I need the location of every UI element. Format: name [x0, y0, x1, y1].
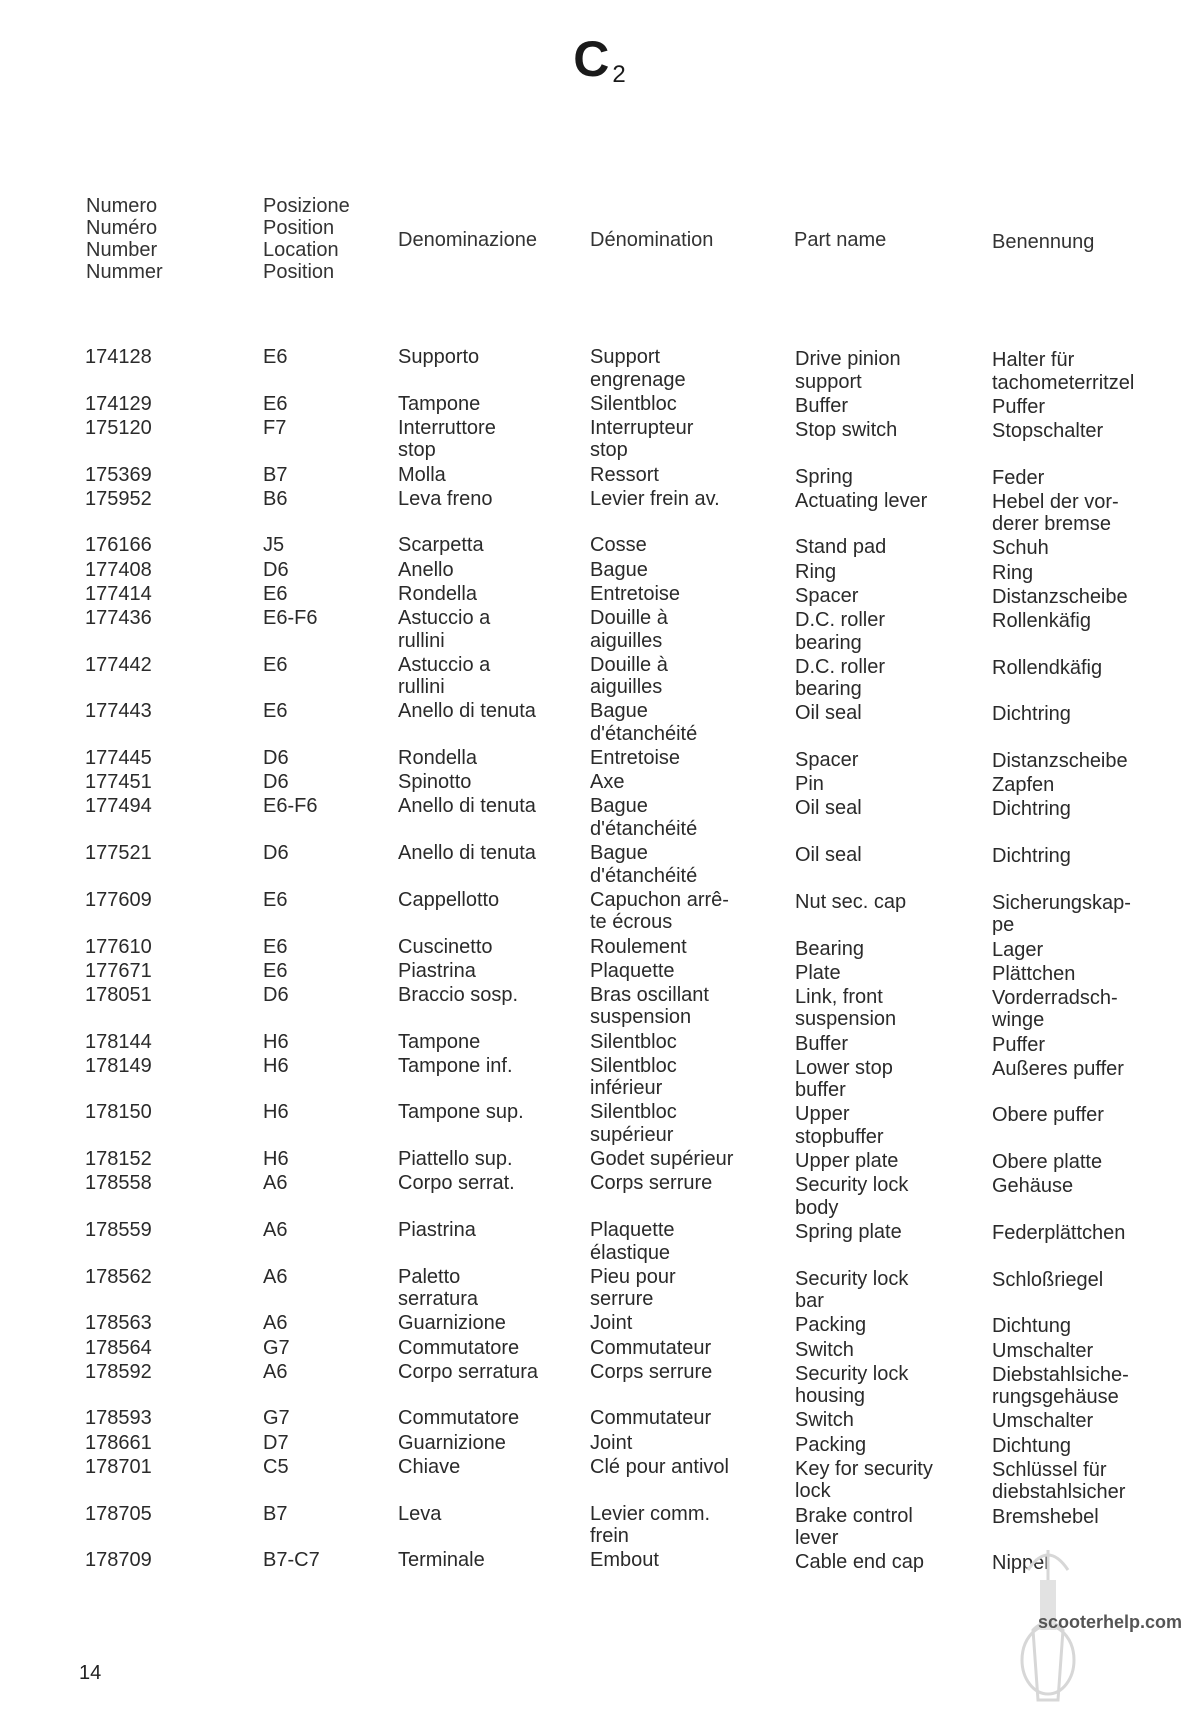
- position-code: D7: [263, 1431, 289, 1454]
- name-french: Commutateur: [590, 1407, 712, 1430]
- name-german: Obere puffer: [992, 1104, 1104, 1127]
- part-number: 177443: [85, 700, 152, 723]
- part-number: 177408: [85, 558, 152, 581]
- table-row: [0, 393, 1200, 417]
- name-english: Security lock bar: [795, 1267, 909, 1313]
- table-row: [0, 534, 1200, 558]
- name-english: D.C. roller bearing: [795, 655, 886, 701]
- name-italian: Rondella: [398, 747, 477, 770]
- header-position: [263, 195, 350, 283]
- name-english: Actuating lever: [795, 489, 928, 512]
- part-number: 177451: [85, 771, 152, 794]
- table-header: [0, 195, 1200, 295]
- header-german: Benennung: [992, 231, 1095, 253]
- name-french: Bague d'étanchéité: [590, 700, 698, 745]
- position-code: A6: [263, 1219, 288, 1241]
- part-number: 176166: [85, 534, 152, 557]
- table-row: [0, 607, 1200, 654]
- name-french: Axe: [590, 771, 625, 794]
- position-code: H6: [263, 1054, 289, 1077]
- name-french: Bague d'étanchéité: [590, 842, 698, 887]
- table-row: [0, 795, 1200, 842]
- name-italian: Paletto serratura: [398, 1265, 479, 1311]
- table-row: [0, 1055, 1200, 1102]
- position-code: D6: [263, 771, 289, 794]
- part-number: 178564: [85, 1336, 152, 1359]
- name-french: Entretoise: [590, 747, 681, 770]
- position-code: A6: [263, 1265, 288, 1288]
- name-german: Obere platte: [992, 1151, 1103, 1174]
- name-english: Plate: [795, 961, 841, 984]
- name-italian: Anello: [398, 558, 454, 581]
- table-row: [0, 1337, 1200, 1361]
- part-number: 177436: [85, 607, 152, 629]
- name-italian: Commutatore: [398, 1407, 520, 1430]
- part-number: 177671: [85, 959, 152, 982]
- name-french: Douille à aiguilles: [590, 607, 668, 652]
- part-number: 178701: [85, 1455, 152, 1478]
- position-code: D6: [263, 747, 289, 770]
- part-number: 177521: [85, 842, 152, 865]
- part-number: 178709: [85, 1549, 152, 1572]
- name-english: Spacer: [795, 584, 859, 607]
- name-german: Feder: [992, 466, 1045, 489]
- part-number: 177442: [85, 653, 152, 676]
- part-number: 175369: [85, 463, 152, 486]
- name-english: Security lock housing: [795, 1362, 909, 1408]
- table-row: [0, 842, 1200, 889]
- name-french: Plaquette: [590, 959, 675, 982]
- position-code: A6: [263, 1172, 288, 1195]
- position-code: D6: [263, 983, 289, 1006]
- name-italian: Piastrina: [398, 959, 476, 982]
- name-english: Cable end cap: [795, 1551, 924, 1574]
- name-french: Silentbloc: [590, 392, 677, 415]
- name-italian: Chiave: [398, 1455, 461, 1478]
- position-code: B7-C7: [263, 1549, 320, 1572]
- position-code: E6: [263, 888, 288, 911]
- name-italian: Commutatore: [398, 1336, 520, 1359]
- name-english: Spacer: [795, 749, 859, 772]
- name-french: Douille à aiguilles: [590, 653, 668, 699]
- name-german: Federplättchen: [992, 1222, 1126, 1244]
- name-italian: Braccio sosp.: [398, 983, 519, 1006]
- name-german: Ring: [992, 561, 1034, 584]
- name-german: Rollendkäfig: [992, 656, 1103, 679]
- name-french: Levier comm. frein: [590, 1502, 711, 1547]
- name-english: Oil seal: [795, 797, 862, 820]
- section-subscript: 2: [612, 61, 627, 88]
- name-english: Security lock body: [795, 1174, 909, 1219]
- table-row: [0, 771, 1200, 795]
- name-english: Spring: [795, 465, 853, 488]
- table-row: [0, 464, 1200, 488]
- table-row: [0, 1031, 1200, 1055]
- table-row: [0, 346, 1200, 393]
- table-row: [0, 700, 1200, 747]
- name-french: Plaquette élastique: [590, 1219, 675, 1264]
- name-french: Embout: [590, 1549, 659, 1572]
- part-number: 178558: [85, 1172, 152, 1195]
- table-row: [0, 417, 1200, 464]
- header-number: [86, 195, 163, 283]
- part-number: 177494: [85, 795, 152, 818]
- part-number: 178152: [85, 1148, 152, 1171]
- name-english: Packing: [795, 1314, 867, 1337]
- name-french: Capuchon arrê- te écrous: [590, 888, 729, 934]
- name-italian: Astuccio a rullini: [398, 607, 491, 652]
- header-position-en: Location: [263, 239, 339, 261]
- name-italian: Astuccio a rullini: [398, 653, 491, 699]
- name-german: Schuh: [992, 537, 1049, 560]
- position-code: E6: [263, 582, 288, 605]
- parts-table: [0, 346, 1200, 1573]
- name-german: Außeres puffer: [992, 1057, 1124, 1080]
- name-english: Stop switch: [795, 418, 898, 441]
- table-row: [0, 1312, 1200, 1336]
- name-italian: Cappellotto: [398, 888, 500, 911]
- name-german: Distanzscheibe: [992, 750, 1128, 773]
- name-german: Distanzscheibe: [992, 585, 1128, 608]
- name-german: Rollenkäfig: [992, 610, 1091, 632]
- position-code: E6: [263, 392, 288, 415]
- position-code: J5: [263, 534, 285, 557]
- part-number: 177445: [85, 747, 152, 770]
- name-german: Lager: [992, 938, 1044, 961]
- table-row: [0, 1432, 1200, 1456]
- name-french: Pieu pour serrure: [590, 1265, 676, 1311]
- section-title: [0, 30, 1200, 89]
- name-german: Dichtung: [992, 1315, 1071, 1338]
- name-german: Umschalter: [992, 1339, 1094, 1362]
- table-row: [0, 1407, 1200, 1431]
- header-italian: Denominazione: [398, 229, 537, 251]
- section-letter: C: [573, 31, 611, 87]
- position-code: E6: [263, 346, 288, 368]
- name-english: Spring plate: [795, 1221, 902, 1243]
- position-code: E6: [263, 700, 288, 723]
- name-german: Bremshebel: [992, 1505, 1099, 1528]
- position-code: D6: [263, 842, 289, 865]
- name-french: Silentbloc: [590, 1030, 677, 1053]
- name-french: Bague d'étanchéité: [590, 795, 698, 840]
- header-position-it: Posizione: [263, 195, 350, 217]
- part-number: 175952: [85, 487, 152, 510]
- table-row: [0, 889, 1200, 936]
- table-row: [0, 654, 1200, 701]
- name-french: Bague: [590, 558, 648, 581]
- name-german: Hebel der vor- derer bremse: [992, 490, 1119, 536]
- table-row: [0, 1456, 1200, 1503]
- name-english: Packing: [795, 1433, 867, 1456]
- table-row: [0, 1101, 1200, 1148]
- name-french: Joint: [590, 1431, 633, 1454]
- name-french: Corps serrure: [590, 1360, 713, 1383]
- name-italian: Leva freno: [398, 487, 493, 510]
- position-code: E6: [263, 935, 288, 958]
- header-number-de: Nummer: [86, 261, 163, 283]
- part-number: 178661: [85, 1431, 152, 1454]
- name-english: Bearing: [795, 937, 864, 960]
- position-code: G7: [263, 1336, 290, 1359]
- name-german: Umschalter: [992, 1410, 1094, 1433]
- name-german: Dichtring: [992, 798, 1071, 821]
- name-english: Buffer: [795, 394, 848, 417]
- header-position-de: Position: [263, 261, 335, 283]
- name-german: Schlüssel für diebstahlsicher: [992, 1458, 1126, 1504]
- position-code: C5: [263, 1455, 289, 1478]
- name-english: Switch: [795, 1338, 854, 1361]
- name-english: Upper plate: [795, 1150, 899, 1173]
- part-number: 174129: [85, 392, 152, 415]
- header-english: Part name: [794, 229, 887, 251]
- name-italian: Tampone inf.: [398, 1054, 513, 1077]
- header-position-fr: Position: [263, 217, 335, 239]
- name-italian: Leva: [398, 1502, 442, 1525]
- name-italian: Tampone: [398, 1030, 481, 1053]
- table-row: [0, 583, 1200, 607]
- table-row: [0, 488, 1200, 535]
- name-italian: Interruttore stop: [398, 416, 496, 462]
- name-french: Godet supérieur: [590, 1148, 734, 1171]
- name-italian: Guarnizione: [398, 1431, 506, 1454]
- name-italian: Molla: [398, 463, 446, 486]
- name-english: Pin: [795, 773, 824, 796]
- name-english: Stand pad: [795, 536, 887, 559]
- name-french: Interrupteur stop: [590, 416, 694, 462]
- position-code: H6: [263, 1148, 289, 1171]
- name-german: Stopschalter: [992, 419, 1104, 442]
- watermark-text: scooterhelp.com: [1038, 1612, 1183, 1632]
- name-english: Oil seal: [795, 702, 862, 725]
- name-english: Lower stop buffer: [795, 1056, 893, 1102]
- table-row: [0, 936, 1200, 960]
- header-number-it: Numero: [86, 195, 158, 217]
- position-code: H6: [263, 1030, 289, 1053]
- name-french: Roulement: [590, 935, 687, 958]
- part-number: 178593: [85, 1407, 152, 1430]
- name-german: Puffer: [992, 1033, 1045, 1056]
- name-french: Support engrenage: [590, 346, 686, 391]
- part-number: 174128: [85, 346, 152, 368]
- name-english: Ring: [795, 560, 837, 583]
- table-row: [0, 747, 1200, 771]
- part-number: 178051: [85, 983, 152, 1006]
- part-number: 177609: [85, 888, 152, 911]
- header-french: Dénomination: [590, 229, 714, 251]
- position-code: A6: [263, 1312, 288, 1335]
- part-number: 178592: [85, 1360, 152, 1383]
- name-english: Key for security lock: [795, 1457, 933, 1503]
- position-code: E6-F6: [263, 795, 318, 818]
- name-french: Silentbloc supérieur: [590, 1101, 677, 1146]
- name-english: Buffer: [795, 1032, 848, 1055]
- name-english: Brake control lever: [795, 1504, 913, 1549]
- part-number: 178562: [85, 1265, 152, 1288]
- name-italian: Anello di tenuta: [398, 842, 536, 865]
- position-code: E6: [263, 653, 288, 676]
- name-italian: Tampone: [398, 392, 481, 415]
- part-number: 178144: [85, 1030, 152, 1053]
- position-code: D6: [263, 558, 289, 581]
- name-french: Silentbloc inférieur: [590, 1054, 677, 1100]
- name-german: Halter für tachometerritzel: [992, 349, 1135, 394]
- name-english: Oil seal: [795, 844, 862, 867]
- part-number: 178559: [85, 1219, 152, 1241]
- name-german: Dichtung: [992, 1434, 1071, 1457]
- table-row: [0, 1172, 1200, 1219]
- name-italian: Anello di tenuta: [398, 795, 536, 818]
- name-english: Link, front suspension: [795, 985, 897, 1031]
- name-german: Sicherungskap- pe: [992, 891, 1131, 937]
- table-row: [0, 1266, 1200, 1313]
- table-row: [0, 559, 1200, 583]
- name-italian: Piastrina: [398, 1219, 476, 1241]
- name-german: Puffer: [992, 395, 1045, 418]
- name-italian: Guarnizione: [398, 1312, 506, 1335]
- table-row: [0, 1219, 1200, 1266]
- name-german: Gehäuse: [992, 1175, 1074, 1198]
- name-italian: Supporto: [398, 346, 480, 368]
- name-french: Joint: [590, 1312, 633, 1335]
- name-german: Vorderradsch- winge: [992, 986, 1118, 1032]
- watermark-logo: [988, 1520, 1200, 1725]
- position-code: B7: [263, 1502, 288, 1525]
- position-code: E6-F6: [263, 607, 318, 629]
- name-french: Ressort: [590, 463, 659, 486]
- name-german: Nippel: [992, 1552, 1049, 1575]
- name-french: Bras oscillant suspension: [590, 983, 709, 1029]
- part-number: 175120: [85, 416, 152, 439]
- name-italian: Tampone sup.: [398, 1101, 524, 1124]
- name-italian: Piattello sup.: [398, 1148, 513, 1171]
- name-french: Commutateur: [590, 1336, 712, 1359]
- name-german: Dichtring: [992, 703, 1071, 726]
- name-german: Zapfen: [992, 774, 1055, 797]
- part-number: 178563: [85, 1312, 152, 1335]
- page-number: 14: [79, 1662, 102, 1684]
- header-number-en: Number: [86, 239, 158, 261]
- name-italian: Scarpetta: [398, 534, 484, 557]
- name-italian: Spinotto: [398, 771, 472, 794]
- name-english: Nut sec. cap: [795, 890, 907, 913]
- position-code: H6: [263, 1101, 289, 1124]
- name-english: D.C. roller bearing: [795, 609, 886, 654]
- position-code: F7: [263, 416, 287, 439]
- name-italian: Terminale: [398, 1549, 485, 1572]
- name-german: Dichtring: [992, 845, 1071, 868]
- name-french: Clé pour antivol: [590, 1455, 729, 1478]
- part-number: 177610: [85, 935, 152, 958]
- table-row: [0, 1361, 1200, 1408]
- name-french: Levier frein av.: [590, 487, 720, 510]
- name-italian: Rondella: [398, 582, 477, 605]
- name-italian: Corpo serrat.: [398, 1172, 515, 1195]
- position-code: B7: [263, 463, 288, 486]
- position-code: B6: [263, 487, 288, 510]
- name-english: Drive pinion support: [795, 348, 901, 393]
- name-german: Schloßriegel: [992, 1268, 1104, 1291]
- part-number: 178150: [85, 1101, 152, 1124]
- part-number: 178705: [85, 1502, 152, 1525]
- part-number: 177414: [85, 582, 152, 605]
- name-french: Corps serrure: [590, 1172, 713, 1195]
- name-french: Entretoise: [590, 582, 681, 605]
- name-german: Diebstahlsiche- rungsgehäuse: [992, 1363, 1129, 1409]
- name-english: Upper stopbuffer: [795, 1103, 884, 1148]
- name-italian: Anello di tenuta: [398, 700, 536, 723]
- name-english: Switch: [795, 1409, 854, 1432]
- part-number: 178149: [85, 1054, 152, 1077]
- name-italian: Corpo serratura: [398, 1360, 539, 1383]
- position-code: A6: [263, 1360, 288, 1383]
- table-row: [0, 960, 1200, 984]
- position-code: G7: [263, 1407, 290, 1430]
- name-french: Cosse: [590, 534, 647, 557]
- table-row: [0, 984, 1200, 1031]
- position-code: E6: [263, 959, 288, 982]
- name-german: Plättchen: [992, 962, 1076, 985]
- table-row: [0, 1148, 1200, 1172]
- header-number-fr: Numéro: [86, 217, 158, 239]
- name-italian: Cuscinetto: [398, 935, 493, 958]
